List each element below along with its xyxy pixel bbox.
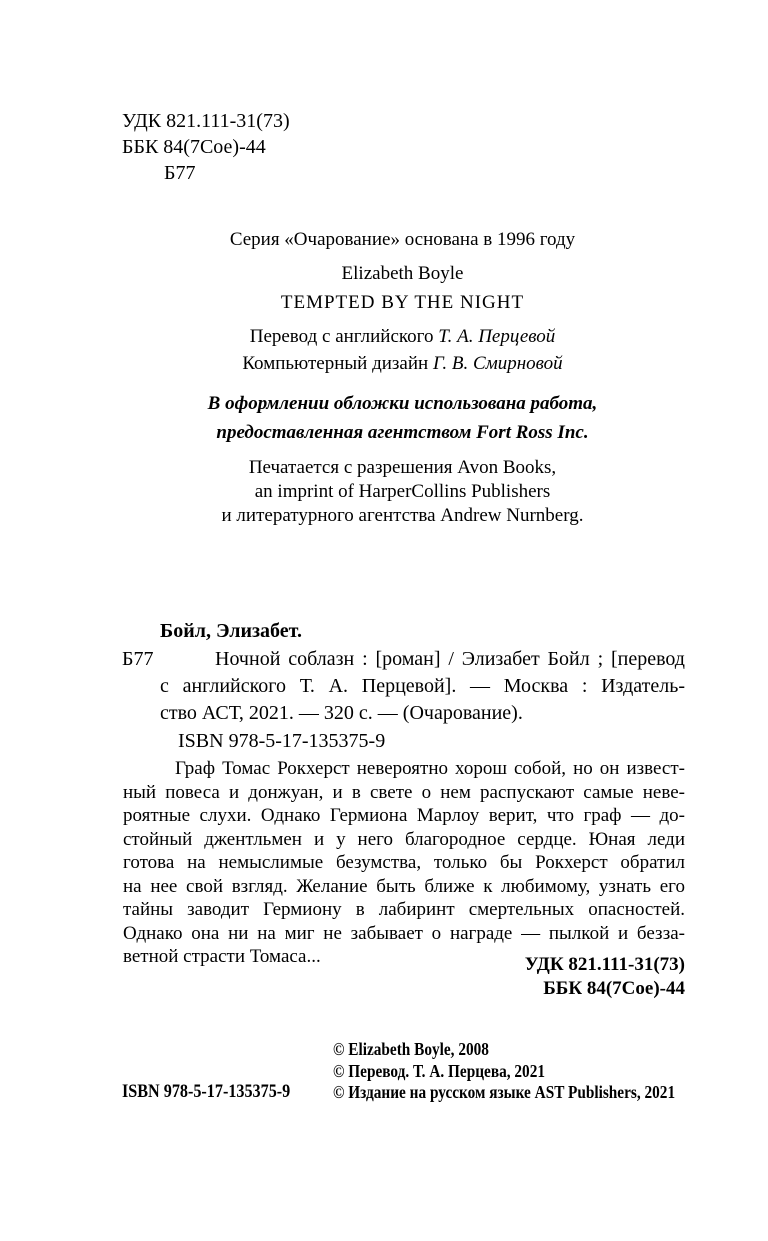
annotation-line: на нее свой взгляд. Желание быть ближе к любимому, узнать его — [123, 875, 685, 897]
original-title: TEMPTED BY THE NIGHT — [280, 292, 525, 313]
permission-line: Печатается с разрешения Avon Books, — [248, 457, 557, 478]
bbk-code: ББК 84(7Сое)-44 — [122, 136, 266, 158]
catalog-isbn: ISBN 978-5-17-135375-9 — [178, 730, 386, 752]
original-author: Elizabeth Boyle — [341, 263, 464, 284]
bottom-bbk-code: ББК 84(7Сое)-44 — [543, 978, 685, 999]
permission-line: и литературного агентства Andrew Nurnberg. — [221, 505, 584, 526]
top-classification-codes — [122, 108, 290, 186]
bottom-isbn: ISBN 978-5-17-135375-9 — [122, 1081, 291, 1102]
translation-credit — [120, 325, 685, 349]
catalog-author-sign: Б77 — [122, 648, 154, 670]
catalog-line: с английского Т. А. Перцевой]. — Москва : Издатель- — [160, 675, 685, 697]
cover-note-line: предоставленная агентством Fort Ross Inc. — [216, 422, 589, 443]
annotation-line: ветной страсти Томаса... — [123, 946, 321, 967]
catalog-line: ство АСТ, 2021. — 320 с. — (Очарование). — [160, 702, 523, 724]
annotation-line: готова на немыслимые безумства, только бы Рокхерст обратил — [123, 852, 685, 873]
catalog-author-heading: Бойл, Элизабет. — [160, 620, 302, 642]
permission-line: an imprint of HarperCollins Publishers — [254, 481, 551, 502]
design-label: Компьютерный дизайн — [242, 353, 433, 374]
translator-name: Т. А. Перцевой — [438, 326, 556, 347]
copyright-block — [333, 1039, 699, 1104]
design-credit — [120, 352, 685, 376]
imprint-column — [120, 228, 685, 528]
annotation-line: стойный джентльмен и у него благородное сердце. Юная леди — [123, 828, 685, 850]
annotation-line: Граф Томас Рокхерст невероятно хорош собой, но он извест- — [175, 758, 685, 779]
annotation-line: Однако она ни на миг не забывает о награде — пылкой и безза- — [123, 922, 685, 944]
cover-note-line: В оформлении обложки использована работа, — [207, 393, 598, 414]
bottom-classification-codes — [525, 953, 685, 1001]
designer-name: Г. В. Смирновой — [432, 353, 563, 374]
author-sign-code: Б77 — [164, 162, 196, 184]
copyright-line: © Elizabeth Boyle, 2008 — [333, 1039, 489, 1059]
series-note: Серия «Очарование» основана в 1996 году — [229, 229, 576, 250]
catalog-line: Ночной соблазн : [роман] / Элизабет Бойл ; [перевод — [215, 648, 685, 670]
catalog-entry — [160, 646, 685, 727]
copyright-line: © Издание на русском языке AST Publishers, 2021 — [333, 1082, 676, 1102]
translation-label: Перевод с английского — [249, 326, 439, 347]
annotation-line: роятные слухи. Однако Гермиона Марлоу верит, что граф — до- — [123, 805, 685, 826]
annotation-line: тайны заводит Гермиону в лабиринт смертельных опасностей. — [123, 899, 685, 920]
udk-code: УДК 821.111-31(73) — [122, 110, 290, 132]
copyright-line: © Перевод. Т. А. Перцева, 2021 — [333, 1060, 546, 1081]
bottom-udk-code: УДК 821.111-31(73) — [524, 954, 685, 975]
annotation-line: ный повеса и донжуан, и в свете о нем распускают самые неве- — [123, 781, 685, 803]
annotation-paragraph — [123, 757, 685, 969]
